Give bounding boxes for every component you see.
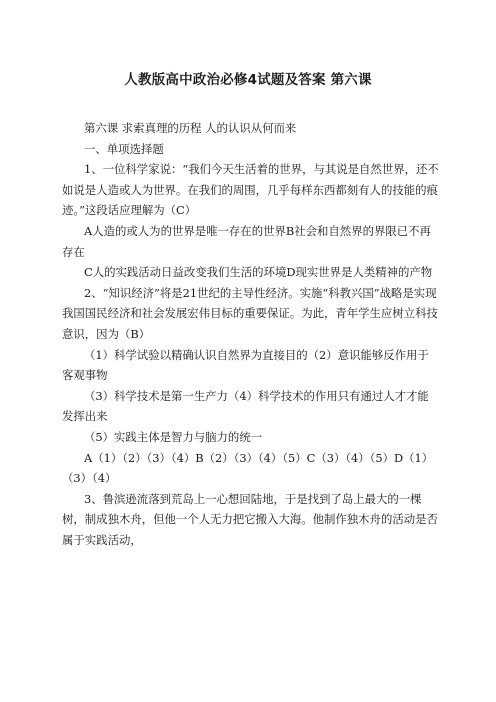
question-2: 2、“知识经济”将是21世纪的主导性经济。实施“科教兴国”战略是实现我国国民经济和社会发展宏伟目标的重要保证。为此，青年学生应树立科技意识，因为（B） — [62, 285, 438, 341]
question-1-options-ab: A人造的或人为的世界是唯一存在的世界B社会和自然界的界限已不再存在 — [62, 223, 431, 259]
section-heading: 一、单项选择题 — [84, 141, 164, 156]
document-title: 人教版高中政治必修4试题及答案 第六课 — [124, 72, 372, 88]
question-1-options-cd: C人的实践活动日益改变我们生活的环境D现实世界是人类精神的产物 — [84, 265, 433, 280]
question-1: 1、一位科学家说：“我们今天生活着的世界，与其说是自然世界，还不如说是人造或人为世界。在我们的周围，几乎每样东西都刻有人的技能的痕迹。”这段话应理解为（C） — [62, 162, 439, 218]
question-2-item-3-4: （3）科学技术是第一生产力（4）科学技术的作用只有通过人才才能发挥出来 — [62, 388, 429, 424]
question-2-item-1-2: （1）科学试验以精确认识自然界为直接目的（2）意识能够反作用于客观事物 — [62, 347, 429, 383]
lesson-subtitle: 第六课 求索真理的历程 人的认识从何而来 — [84, 121, 297, 135]
question-2-item-5: （5）实践主体是智力与脑力的统一 — [84, 429, 263, 444]
document-body — [62, 118, 440, 550]
question-2-options: A（1）（2）（3）（4）B（2）（3）（4）（5）C（3）（4）（5）D（1）（3）（4） — [62, 450, 434, 486]
question-3: 3、鲁滨逊流落到荒岛上一心想回陆地，于是找到了岛上最大的一棵树，制成独木舟，但他一个人无力把它搬入大海。他制作独木舟的活动是否属于实践活动， — [62, 491, 438, 547]
